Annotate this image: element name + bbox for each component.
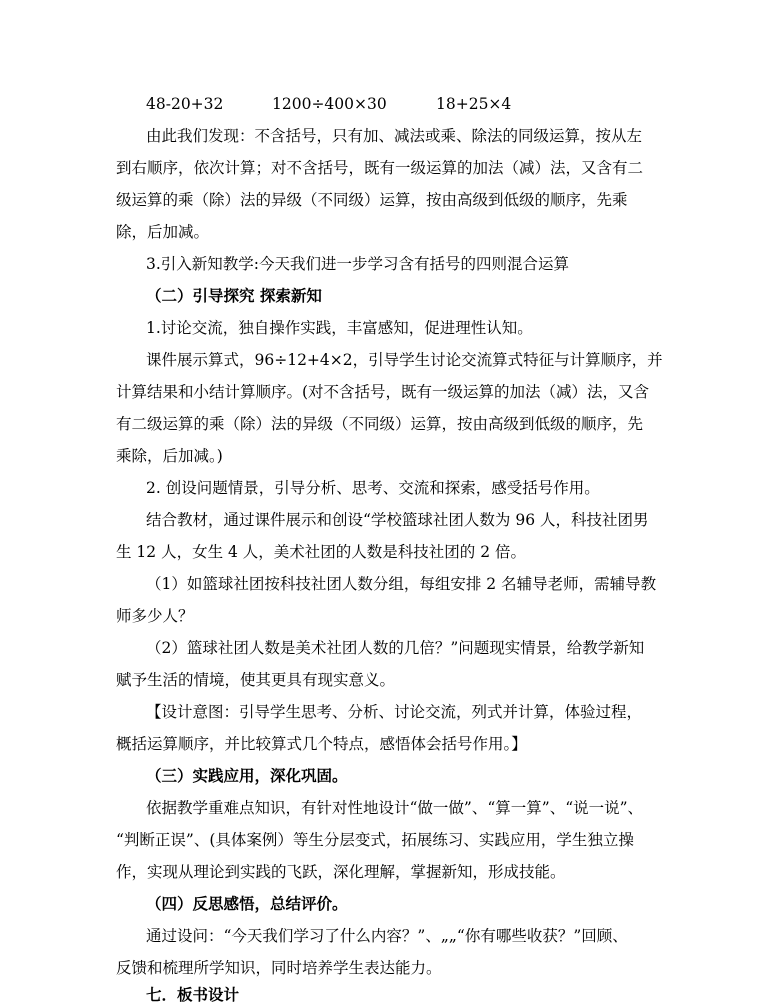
formula-3: 18+25×4 (436, 95, 512, 113)
paragraph-line: “判断正误”、(具体案例）等生分层变式，拓展练习、实践应用，学生独立操 (116, 831, 634, 849)
paragraph-line: 作，实现从理论到实践的飞跃，深化理解，掌握新知，形成技能。 (116, 863, 566, 881)
formula-1: 48-20+32 (146, 95, 224, 113)
question-1-line: 师多少人？ (116, 607, 194, 625)
item-2-1: 1.讨论交流，独自操作实践，丰富感知，促进理性认知。 (146, 319, 533, 337)
formula-2: 1200÷400×30 (272, 95, 387, 113)
paragraph-line: 有二级运算的乘（除）法的异级（不同级）运算，按由高级到低级的顺序，先 (116, 415, 644, 433)
paragraph-line: 结合教材，通过课件展示和创设“学校篮球社团人数为 96 人，科技社团男 (146, 511, 649, 529)
paragraph-line: 依据教学重难点知识，有针对性地设计“做一做”、“算一算”、“说一说”、 (146, 799, 644, 817)
question-2-line: 赋予生活的情境，使其更具有现实意义。 (116, 671, 396, 689)
paragraph-line: 生 12 人，女生 4 人，美术社团的人数是科技社团的 2 倍。 (116, 543, 527, 561)
design-intent-line: 【设计意图：引导学生思考、分析、讨论交流，列式并计算，体验过程， (146, 703, 643, 721)
paragraph-line: 级运算的乘（除）法的异级（不同级）运算，按由高级到低级的顺序，先乘 (116, 191, 628, 209)
paragraph-line: 课件展示算式，96÷12+4×2，引导学生讨论交流算式特征与计算顺序，并 (146, 351, 663, 369)
paragraph-line: 到右顺序，依次计算；对不含括号，既有一级运算的加法（减）法，又含有二 (116, 159, 644, 177)
paragraph-line: 计算结果和小结计算顺序。(对不含括号，既有一级运算的加法（减）法，又含 (116, 383, 650, 401)
section-heading-7: 七．板书设计 (146, 985, 240, 1004)
question-1-line: （1）如篮球社团按科技社团人数分组，每组安排 2 名辅导老师，需辅导教 (146, 575, 657, 593)
paragraph-line: 除，后加减。 (116, 223, 210, 241)
paragraph-line: 由此我们发现：不含括号，只有加、减法或乘、除法的同级运算，按从左 (146, 127, 643, 145)
question-2-line: （2）篮球社团人数是美术社团人数的几倍？”问题现实情景，给教学新知 (146, 639, 645, 657)
paragraph-line: 反馈和梳理所学知识，同时培养学生表达能力。 (116, 959, 442, 977)
section-heading-4: （四）反思感悟，总结评价。 (146, 894, 348, 913)
design-intent-line: 概括运算顺序，并比较算式几个特点，感悟体会括号作用。】 (116, 735, 527, 753)
section-heading-3: （三）实践应用，深化巩固。 (146, 766, 348, 785)
paragraph-line: 通过设问：“今天我们学习了什么内容？”、„„“你有哪些收获？”回顾、 (146, 927, 628, 945)
item-3-intro: 3.引入新知教学:今天我们进一步学习含有括号的四则混合运算 (146, 255, 570, 273)
section-heading-2: （二）引导探究 探索新知 (146, 286, 322, 305)
item-2-2: 2. 创设问题情景，引导分析、思考、交流和探索，感受括号作用。 (146, 479, 600, 497)
paragraph-line: 乘除，后加减。) (116, 447, 223, 465)
